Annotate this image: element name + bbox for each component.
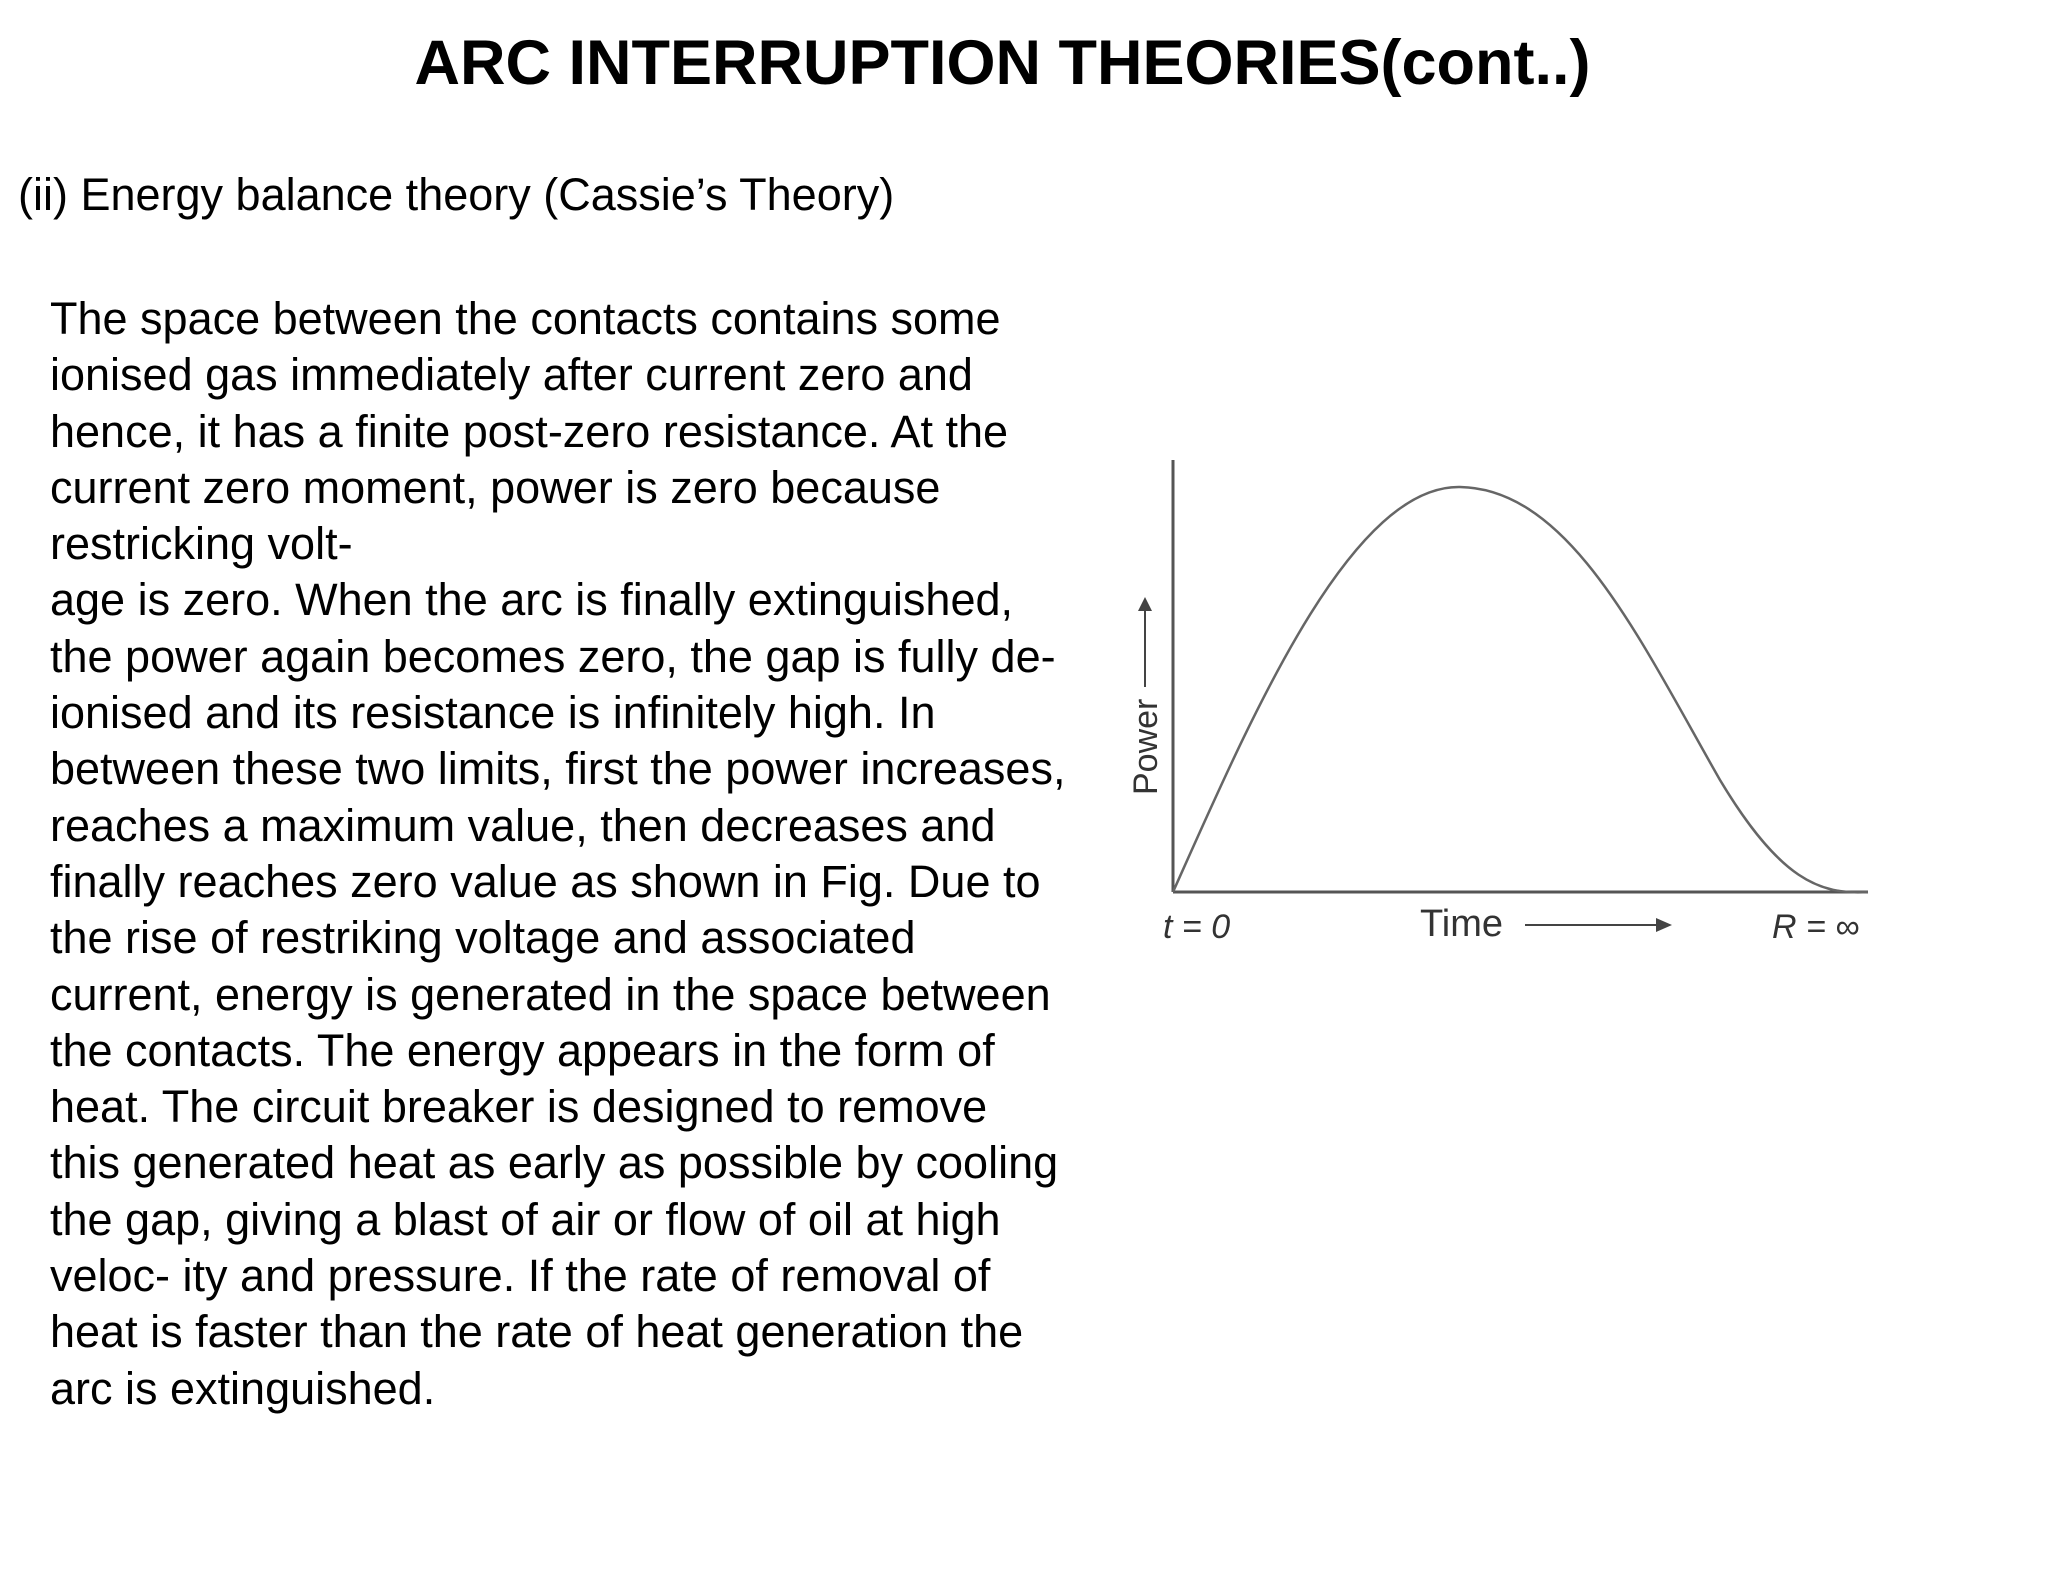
body-line: the gap, giving a blast of air or flow of oil at high <box>50 1193 1001 1245</box>
section-subtitle: (ii) Energy balance theory (Cassie’s Theory) <box>18 169 895 220</box>
power-curve <box>1173 487 1868 892</box>
up-arrow-icon <box>1138 597 1152 611</box>
body-line: veloc- ity and pressure. If the rate of removal of <box>50 1250 991 1302</box>
body-line: ionised and its resistance is infinitely high. In <box>50 687 936 739</box>
body-line: reaches a maximum value, then decreases and <box>50 799 996 851</box>
body-line: arc is extinguished. <box>50 1362 436 1414</box>
body-line: current, energy is generated in the space between <box>50 968 1051 1020</box>
right-arrow-icon <box>1656 918 1672 932</box>
body-line: restricking volt- <box>50 518 353 570</box>
body-line: the contacts. The energy appears in the form of <box>50 1024 995 1076</box>
body-line: heat. The circuit breaker is designed to remove <box>50 1081 988 1133</box>
body-line: ionised gas immediately after current zero and <box>50 349 973 401</box>
body-line: heat is faster than the rate of heat generation the <box>50 1306 1024 1358</box>
body-line: finally reaches zero value as shown in Fig. Due to <box>50 855 1041 907</box>
x-start-label: t = 0 <box>1163 908 1231 946</box>
body-line: between these two limits, first the power increases, <box>50 743 1066 795</box>
body-line: the power again becomes zero, the gap is fully de- <box>50 630 1056 682</box>
x-end-label: R = ∞ <box>1772 908 1860 946</box>
power-time-figure <box>1100 440 1900 960</box>
slide-title: ARC INTERRUPTION THEORIES(cont..) <box>414 28 1591 98</box>
body-line: The space between the contacts contains some <box>50 293 1001 344</box>
body-line: this generated heat as early as possible by cooling <box>50 1137 1059 1189</box>
body-paragraph <box>50 291 1130 1417</box>
body-line: the rise of restriking voltage and associated <box>50 912 916 964</box>
y-axis-label: Power <box>1127 698 1165 795</box>
x-axis-label: Time <box>1420 903 1504 945</box>
body-line: hence, it has a finite post-zero resistance. At the <box>50 405 1009 457</box>
power-time-diagram <box>1100 440 1900 960</box>
y-axis-label-group <box>1127 597 1165 795</box>
body-line: current zero moment, power is zero because <box>50 461 941 513</box>
body-line: age is zero. When the arc is finally extinguished, <box>50 574 1013 626</box>
